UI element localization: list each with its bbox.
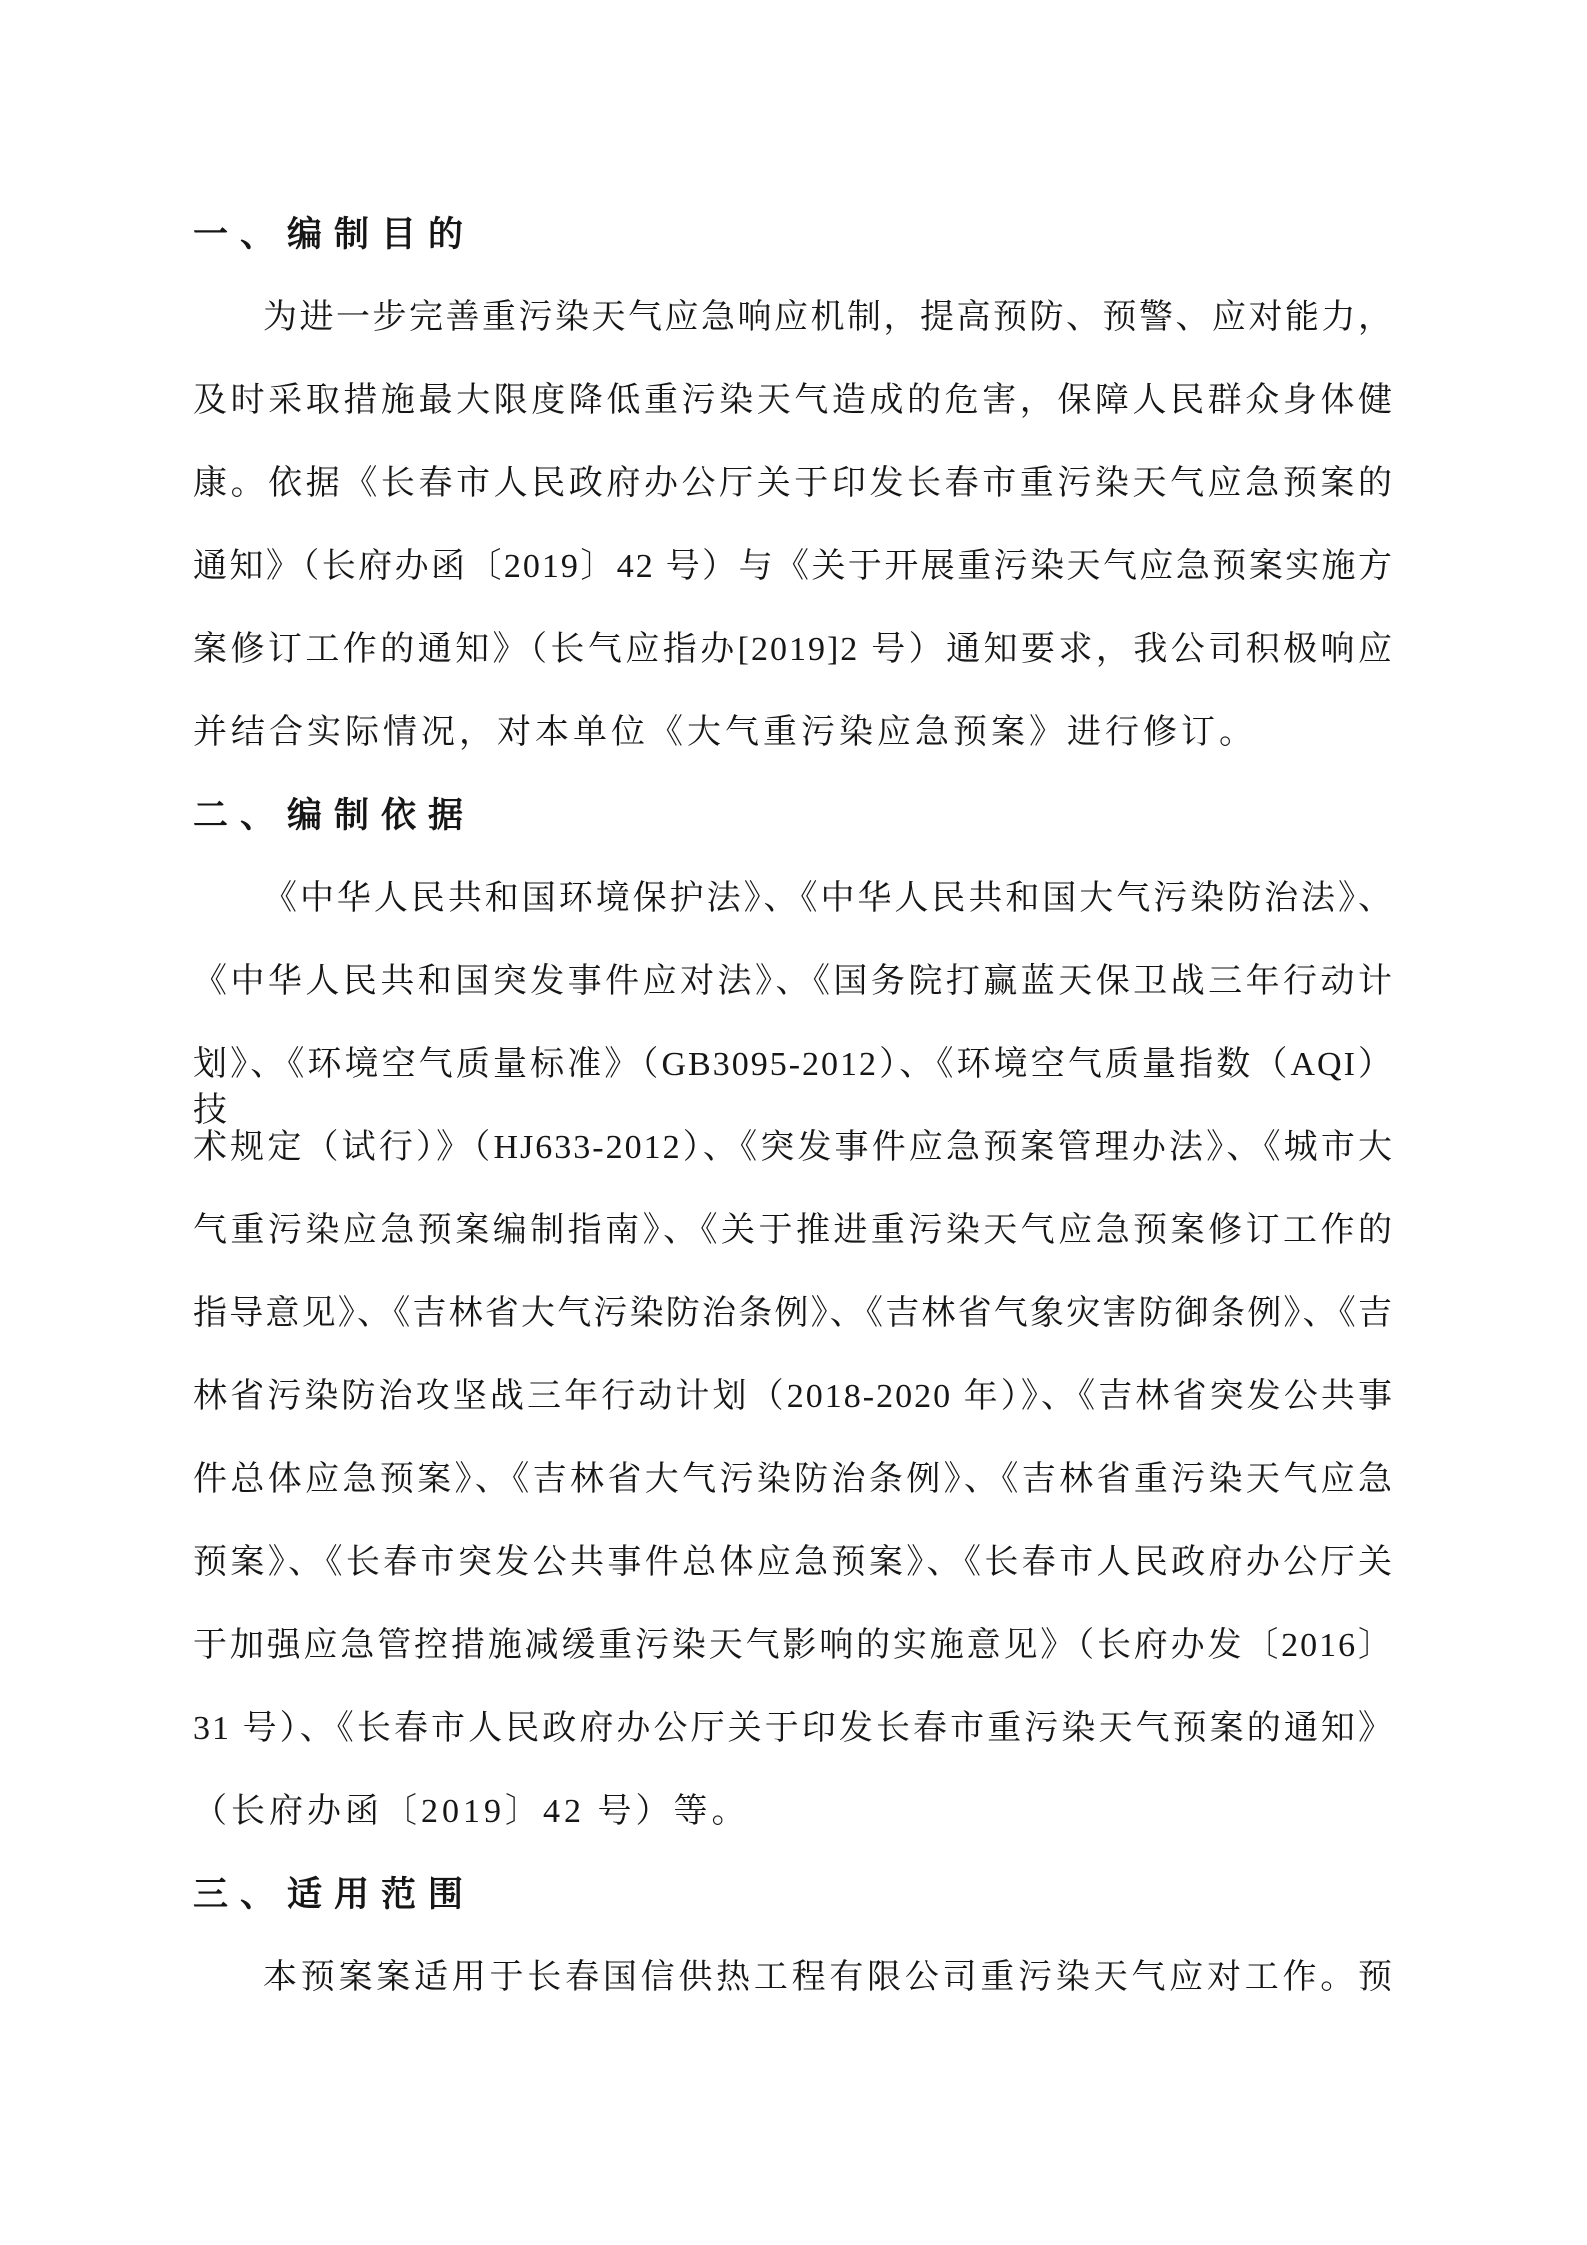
section-2-line-2: 《中华人民共和国突发事件应对法》、《国务院打赢蓝天保卫战三年行动计 [193, 963, 1394, 1000]
section-1-line-2: 及时采取措施最大限度降低重污染天气造成的危害，保障人民群众身体健 [193, 382, 1394, 419]
section-2-line-5: 气重污染应急预案编制指南》、《关于推进重污染天气应急预案修订工作的 [193, 1212, 1394, 1249]
section-1-heading: 一、编制目的 [193, 215, 476, 254]
section-1-line-6: 并结合实际情况，对本单位《大气重污染应急预案》进行修订。 [193, 714, 1257, 751]
section-3-heading: 三、适用范围 [193, 1875, 476, 1914]
section-2-line-12: （长府办函〔2019〕42 号）等。 [193, 1793, 750, 1830]
section-2-line-1: 《中华人民共和国环境保护法》、《中华人民共和国大气污染防治法》、 [263, 880, 1394, 917]
section-2-line-7: 林省污染防治攻坚战三年行动计划（2018-2020 年）》、《吉林省突发公共事 [193, 1378, 1394, 1415]
section-2-line-8: 件总体应急预案》、《吉林省大气污染防治条例》、《吉林省重污染天气应急 [193, 1461, 1394, 1498]
section-1-line-4: 通知》（长府办函〔2019〕42 号）与《关于开展重污染天气应急预案实施方 [193, 548, 1394, 585]
section-2-heading: 二、编制依据 [193, 796, 476, 835]
section-2-line-9: 预案》、《长春市突发公共事件总体应急预案》、《长春市人民政府办公厅关 [193, 1544, 1394, 1581]
section-2-line-10: 于加强应急管控措施减缓重污染天气影响的实施意见》（长府办发〔2016〕 [193, 1627, 1394, 1664]
section-2-line-3: 划》、《环境空气质量标准》（GB3095-2012）、《环境空气质量指数（AQI）技 [193, 1046, 1394, 1125]
section-3-line-1: 本预案案适用于长春国信供热工程有限公司重污染天气应对工作。预 [263, 1959, 1394, 1996]
section-1-line-5: 案修订工作的通知》（长气应指办[2019]2 号）通知要求，我公司积极响应 [193, 631, 1394, 668]
document-content [193, 212, 1394, 2038]
section-1-line-1: 为进一步完善重污染天气应急响应机制，提高预防、预警、应对能力， [263, 299, 1394, 336]
section-2-line-11: 31 号）、《长春市人民政府办公厅关于印发长春市重污染天气预案的通知》 [193, 1710, 1394, 1747]
section-2-line-4: 术规定（试行）》（HJ633-2012）、《突发事件应急预案管理办法》、《城市大 [193, 1129, 1394, 1166]
section-2-line-6: 指导意见》、《吉林省大气污染防治条例》、《吉林省气象灾害防御条例》、《吉 [193, 1295, 1394, 1332]
section-1-line-3: 康。依据《长春市人民政府办公厅关于印发长春市重污染天气应急预案的 [193, 465, 1394, 502]
